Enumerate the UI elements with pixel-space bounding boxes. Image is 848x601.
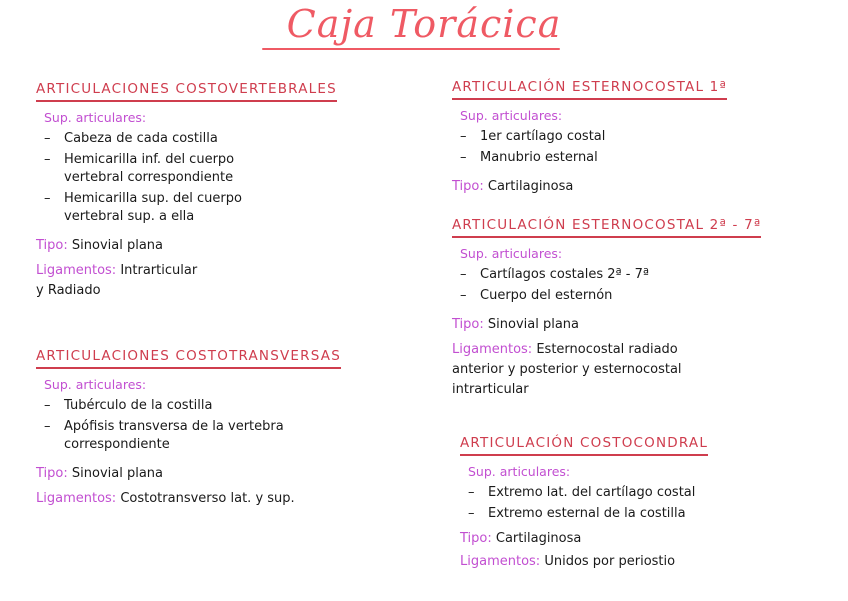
tipo-line: Tipo: Sinovial plana [36, 238, 163, 253]
section-costocondral [460, 432, 832, 572]
sup-label: Sup. articulares: [44, 110, 147, 125]
list-item: – Tubérculo de la costilla [44, 398, 213, 413]
tipo-line: Tipo: Cartilaginosa [460, 531, 582, 546]
list-item: – Hemicarilla inf. del cuerpo [44, 152, 235, 167]
list-item: – Cabeza de cada costilla [44, 131, 218, 146]
section-heading: ARTICULACIÓN COSTOCONDRAL [460, 435, 708, 456]
section-esternocostal-2-7 [452, 214, 832, 400]
ligamentos-line: Ligamentos: Esternocostal radiado anterior y posterior y esternocostal intrarticular [452, 342, 682, 397]
list-item-continuation: correspondiente [64, 437, 170, 452]
section-costotransversas [36, 345, 426, 509]
list-item: – Hemicarilla sup. del cuerpo [44, 191, 242, 206]
page-title: Caja Torácica [286, 2, 562, 46]
list-item: – Cartílagos costales 2ª - 7ª [460, 267, 649, 282]
sup-label: Sup. articulares: [460, 246, 563, 261]
section-heading: ARTICULACIÓN ESTERNOCOSTAL 1ª [452, 79, 727, 100]
list-item-continuation: vertebral sup. a ella [64, 209, 195, 224]
list-item: – Manubrio esternal [460, 150, 598, 165]
list-item: – Apófisis transversa de la vertebra [44, 419, 284, 434]
ligamentos-line: Ligamentos: Unidos por periostio [460, 554, 676, 569]
tipo-line: Tipo: Sinovial plana [452, 317, 579, 332]
sup-label: Sup. articulares: [468, 464, 571, 479]
ligamentos-line: Ligamentos: Intrarticular y Radiado [36, 263, 198, 298]
tipo-line: Tipo: Sinovial plana [36, 466, 163, 481]
tipo-line: Tipo: Cartilaginosa [452, 179, 574, 194]
list-item-continuation: vertebral correspondiente [64, 170, 234, 185]
sup-label: Sup. articulares: [460, 108, 563, 123]
ligamentos-line: Ligamentos: Costotransverso lat. y sup. [36, 491, 295, 506]
list-item: – Extremo lat. del cartílago costal [468, 485, 696, 500]
section-heading: ARTICULACIONES COSTOVERTEBRALES [36, 81, 337, 102]
section-esternocostal-1 [452, 76, 832, 194]
sup-label: Sup. articulares: [44, 377, 147, 392]
list-item: – Cuerpo del esternón [460, 288, 613, 303]
title-underline [262, 48, 560, 50]
section-costovertebrales [36, 78, 426, 301]
section-heading: ARTICULACIONES COSTOTRANSVERSAS [36, 348, 341, 369]
list-item: – Extremo esternal de la costilla [468, 506, 686, 521]
list-item: – 1er cartílago costal [460, 129, 606, 144]
section-heading: ARTICULACIÓN ESTERNOCOSTAL 2ª - 7ª [452, 217, 761, 238]
